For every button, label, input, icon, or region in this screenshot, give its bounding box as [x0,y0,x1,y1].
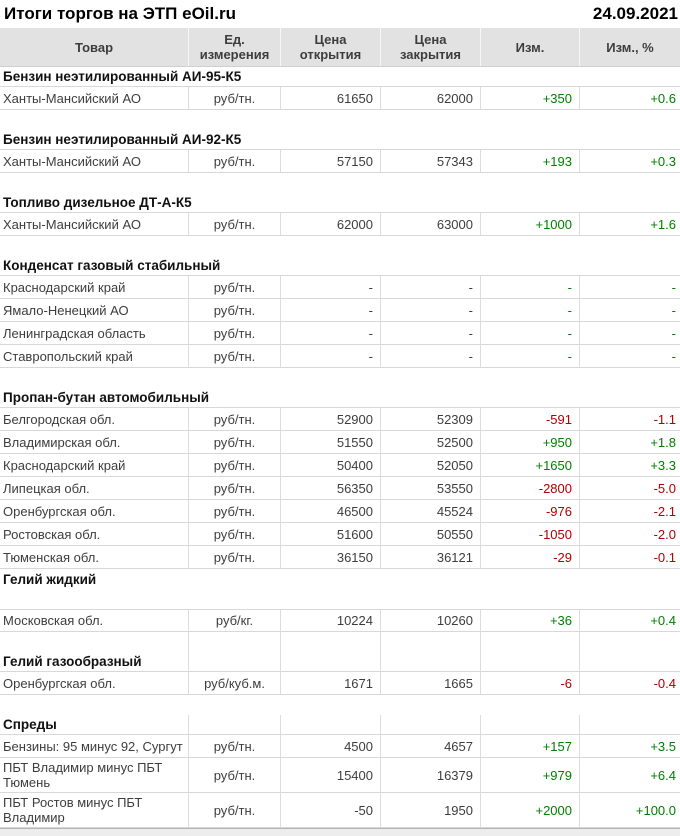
table-row [0,546,680,569]
table-row [0,276,680,299]
change-cell: - [480,322,579,344]
change-cell: +193 [480,150,579,172]
open-price-cell: 57150 [280,150,380,172]
change-pct-cell: +0.4 [579,610,680,631]
change-cell: +2000 [480,793,579,827]
unit-cell: руб/тн. [188,793,280,827]
product-cell: Белгородская обл. [3,411,116,427]
open-price-cell: 51600 [280,523,380,545]
spacer-row [0,632,680,652]
change-pct-cell: +6.4 [579,758,680,792]
change-cell: - [480,345,579,367]
unit-cell: руб/тн. [188,87,280,109]
close-price-cell: 52050 [380,454,480,476]
table-header-row [0,28,680,67]
open-price-cell: 36150 [280,546,380,568]
section-title: Спреды [0,715,680,735]
change-pct-cell: -2.0 [579,523,680,545]
close-price-cell: 57343 [380,150,480,172]
product-cell: Бензины: 95 минус 92, Сургут [3,738,183,754]
close-price-cell: 52500 [380,431,480,453]
close-price-cell: 62000 [380,87,480,109]
close-price-cell: 10260 [380,610,480,631]
spacer-row [0,695,680,715]
change-pct-cell: - [579,276,680,298]
change-pct-cell: - [579,299,680,321]
table-row [0,408,680,431]
unit-cell: руб/тн. [188,735,280,757]
column-header-change-pct: Изм., % [579,28,680,66]
open-price-cell: 56350 [280,477,380,499]
open-price-cell: - [280,299,380,321]
unit-cell: руб/тн. [188,322,280,344]
unit-cell: руб/тн. [188,431,280,453]
open-price-cell: 61650 [280,87,380,109]
section-title: Конденсат газовый стабильный [0,256,680,276]
product-cell: Оренбургская обл. [3,675,116,691]
change-pct-cell: -2.1 [579,500,680,522]
unit-cell: руб/тн. [188,150,280,172]
product-cell: ПБТ Владимир минус ПБТ Тюмень [3,760,163,790]
close-price-cell: 16379 [380,758,480,792]
close-price-cell: - [380,299,480,321]
product-cell: Ставропольский край [3,348,133,364]
change-cell: - [480,276,579,298]
column-header-close-price: Цена закрытия [380,28,480,66]
close-price-cell: - [380,276,480,298]
change-cell: +979 [480,758,579,792]
table-row [0,431,680,454]
column-header-change: Изм. [480,28,579,66]
change-cell: -976 [480,500,579,522]
close-price-cell: 4657 [380,735,480,757]
open-price-cell: 50400 [280,454,380,476]
open-price-cell: 51550 [280,431,380,453]
table-row [0,87,680,110]
change-pct-cell: +100.0 [579,793,680,827]
unit-cell: руб/тн. [188,477,280,499]
column-header-unit: Ед. измерения [188,28,280,66]
unit-cell: руб/кг. [188,610,280,631]
change-pct-cell: -0.4 [579,672,680,694]
close-price-cell: 45524 [380,500,480,522]
product-cell: ПБТ Ростов минус ПБТ Владимир [3,795,143,825]
table-row [0,758,680,793]
change-pct-cell: -1.1 [579,408,680,430]
unit-cell: руб/тн. [188,213,280,235]
results-table [0,28,680,836]
change-cell: - [480,299,579,321]
close-price-cell: 1665 [380,672,480,694]
open-price-cell: -50 [280,793,380,827]
unit-cell: руб/тн. [188,758,280,792]
unit-cell: руб/тн. [188,345,280,367]
section-title: Гелий жидкий [3,571,97,587]
change-cell: +1000 [480,213,579,235]
change-pct-cell: +3.5 [579,735,680,757]
table-row [0,609,680,632]
product-cell: Ямало-Ненецкий АО [3,302,129,318]
product-cell: Ростовская обл. [3,526,101,542]
close-price-cell: 50550 [380,523,480,545]
close-price-cell: 1950 [380,793,480,827]
change-cell: -1050 [480,523,579,545]
product-cell: Ханты-Мансийский АО [3,216,141,232]
report-title: Итоги торгов на ЭТП eOil.ru [4,4,236,23]
open-price-cell: 10224 [280,610,380,631]
product-cell: Краснодарский край [3,279,126,295]
change-pct-cell: -5.0 [579,477,680,499]
column-header-open-price: Цена открытия [280,28,380,66]
close-price-cell: - [380,322,480,344]
table-row [0,793,680,828]
table-row [0,213,680,236]
open-price-cell: - [280,322,380,344]
table-row [0,345,680,368]
change-cell: -29 [480,546,579,568]
table-row [0,523,680,546]
unit-cell: руб/куб.м. [188,672,280,694]
open-price-cell: 46500 [280,500,380,522]
table-row [0,299,680,322]
product-cell: Тюменская обл. [3,549,99,565]
section-title: Бензин неэтилированный АИ-95-К5 [0,67,680,87]
section-title: Гелий газообразный [0,652,680,672]
unit-cell: руб/тн. [188,454,280,476]
product-cell: Липецкая обл. [3,480,90,496]
section-title: Топливо дизельное ДТ-А-К5 [0,193,680,213]
close-price-cell: 52309 [380,408,480,430]
table-row [0,454,680,477]
table-row [0,735,680,758]
open-price-cell: 4500 [280,735,380,757]
close-price-cell: 53550 [380,477,480,499]
change-pct-cell: +3.3 [579,454,680,476]
change-cell: +157 [480,735,579,757]
open-price-cell: 15400 [280,758,380,792]
close-price-cell: 63000 [380,213,480,235]
change-cell: -2800 [480,477,579,499]
change-pct-cell: - [579,345,680,367]
product-cell: Краснодарский край [3,457,126,473]
section-title: Пропан-бутан автомобильный [0,388,680,408]
open-price-cell: - [280,345,380,367]
table-row [0,322,680,345]
section-title: Бензин неэтилированный АИ-92-К5 [0,130,680,150]
product-cell: Московская обл. [3,613,104,628]
product-cell: Ленинградская область [3,325,146,341]
change-pct-cell: +0.3 [579,150,680,172]
titlebar [0,0,680,28]
change-cell: +1650 [480,454,579,476]
spacer-row [0,589,680,609]
close-price-cell: - [380,345,480,367]
change-pct-cell: +1.8 [579,431,680,453]
change-cell: +950 [480,431,579,453]
change-pct-cell: -0.1 [579,546,680,568]
unit-cell: руб/тн. [188,500,280,522]
spacer-row [0,110,680,130]
unit-cell: руб/тн. [188,299,280,321]
product-cell: Оренбургская обл. [3,503,116,519]
unit-cell: руб/тн. [188,546,280,568]
product-cell: Владимирская обл. [3,434,121,450]
spacer-row [0,368,680,388]
change-cell: -6 [480,672,579,694]
unit-cell: руб/тн. [188,523,280,545]
change-cell: +36 [480,610,579,631]
product-cell: Ханты-Мансийский АО [3,153,141,169]
table-bottom-edge [0,828,680,836]
open-price-cell: - [280,276,380,298]
table-row [0,500,680,523]
close-price-cell: 36121 [380,546,480,568]
change-cell: +350 [480,87,579,109]
unit-cell: руб/тн. [188,408,280,430]
table-row [0,477,680,500]
change-pct-cell: - [579,322,680,344]
open-price-cell: 52900 [280,408,380,430]
spacer-row [0,173,680,193]
table-row [0,672,680,695]
change-pct-cell: +1.6 [579,213,680,235]
change-cell: -591 [480,408,579,430]
report-date: 24.09.2021 [592,4,678,23]
column-header-product: Товар [74,39,114,55]
change-pct-cell: +0.6 [579,87,680,109]
unit-cell: руб/тн. [188,276,280,298]
spacer-row [0,236,680,256]
table-row [0,150,680,173]
product-cell: Ханты-Мансийский АО [3,90,141,106]
open-price-cell: 62000 [280,213,380,235]
open-price-cell: 1671 [280,672,380,694]
